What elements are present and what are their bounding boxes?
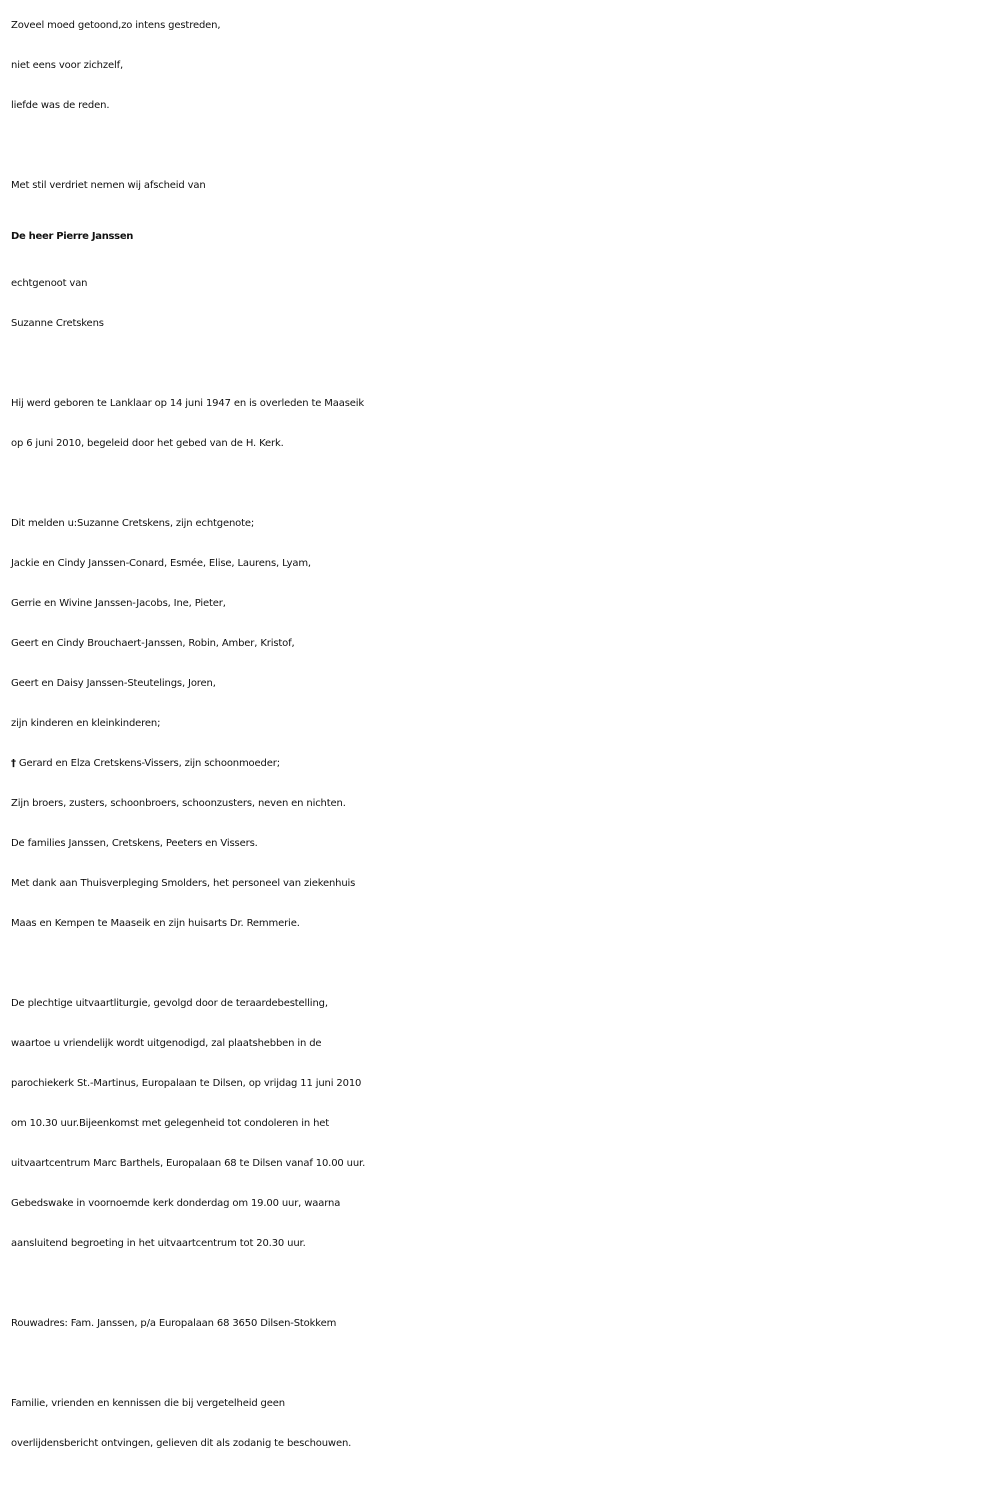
family-line: Dit melden u:Suzanne Cretskens, zijn echtgenote; bbox=[11, 518, 255, 529]
verse-line: niet eens voor zichzelf, bbox=[11, 60, 123, 71]
cross-icon: † bbox=[11, 758, 16, 769]
funeral-line: om 10.30 uur.Bijeenkomst met gelegenheid tot condoleren in het bbox=[11, 1118, 330, 1129]
funeral-line: waartoe u vriendelijk wordt uitgenodigd, zal plaatshebben in de bbox=[11, 1038, 322, 1049]
closing-line: overlijdensbericht ontvingen, gelieven dit als zodanig te beschouwen. bbox=[11, 1438, 352, 1449]
cross-line-text: Gerard en Elza Cretskens-Vissers, zijn schoonmoeder; bbox=[15, 758, 280, 769]
deceased-name: De heer Pierre Janssen bbox=[11, 231, 134, 242]
family-line: Geert en Cindy Brouchaert-Janssen, Robin, Amber, Kristof, bbox=[11, 638, 295, 649]
family-line: Met dank aan Thuisverpleging Smolders, het personeel van ziekenhuis bbox=[11, 878, 356, 889]
family-line: Jackie en Cindy Janssen-Conard, Esmée, Elise, Laurens, Lyam, bbox=[11, 558, 311, 569]
family-line: Geert en Daisy Janssen-Steutelings, Joren, bbox=[11, 678, 216, 689]
family-paragraph bbox=[11, 504, 996, 944]
verse-line: liefde was de reden. bbox=[11, 100, 110, 111]
funeral-line: uitvaartcentrum Marc Barthels, Europalaan 68 te Dilsen vanaf 10.00 uur. bbox=[11, 1158, 366, 1169]
funeral-line: parochiekerk St.-Martinus, Europalaan te Dilsen, op vrijdag 11 juni 2010 bbox=[11, 1078, 362, 1089]
verse bbox=[11, 6, 996, 126]
paragraph-line: op 6 juni 2010, begeleid door het gebed van de H. Kerk. bbox=[11, 438, 284, 449]
family-line: Gerrie en Wivine Janssen-Jacobs, Ine, Pieter, bbox=[11, 598, 226, 609]
closing-line: Familie, vrienden en kennissen die bij vergetelheid geen bbox=[11, 1398, 285, 1409]
verse-line: Zoveel moed getoond,zo intens gestreden, bbox=[11, 20, 221, 31]
funeral-paragraph bbox=[11, 984, 996, 1264]
funeral-line: Gebedswake in voornoemde kerk donderdag om 19.00 uur, waarna bbox=[11, 1198, 341, 1209]
family-line-deceased bbox=[11, 744, 996, 784]
obituary-document bbox=[11, 6, 996, 1464]
intro-text: Met stil verdriet nemen wij afscheid van bbox=[11, 180, 206, 191]
birth-death-paragraph bbox=[11, 384, 996, 464]
closing-paragraph bbox=[11, 1384, 996, 1464]
funeral-line: De plechtige uitvaartliturgie, gevolgd door de teraardebestelling, bbox=[11, 998, 328, 1009]
paragraph-line: Hij werd geboren te Lanklaar op 14 juni 1947 en is overleden te Maaseik bbox=[11, 398, 365, 409]
mourning-address: Rouwadres: Fam. Janssen, p/a Europalaan 68 3650 Dilsen-Stokkem bbox=[11, 1318, 337, 1329]
spouse-name: Suzanne Cretskens bbox=[11, 318, 104, 329]
family-line: zijn kinderen en kleinkinderen; bbox=[11, 718, 161, 729]
family-line: Maas en Kempen te Maaseik en zijn huisarts Dr. Remmerie. bbox=[11, 918, 300, 929]
relation-text: echtgenoot van bbox=[11, 278, 88, 289]
family-line: Zijn broers, zusters, schoonbroers, schoonzusters, neven en nichten. bbox=[11, 798, 346, 809]
family-line: De families Janssen, Cretskens, Peeters en Vissers. bbox=[11, 838, 258, 849]
funeral-line: aansluitend begroeting in het uitvaartcentrum tot 20.30 uur. bbox=[11, 1238, 306, 1249]
